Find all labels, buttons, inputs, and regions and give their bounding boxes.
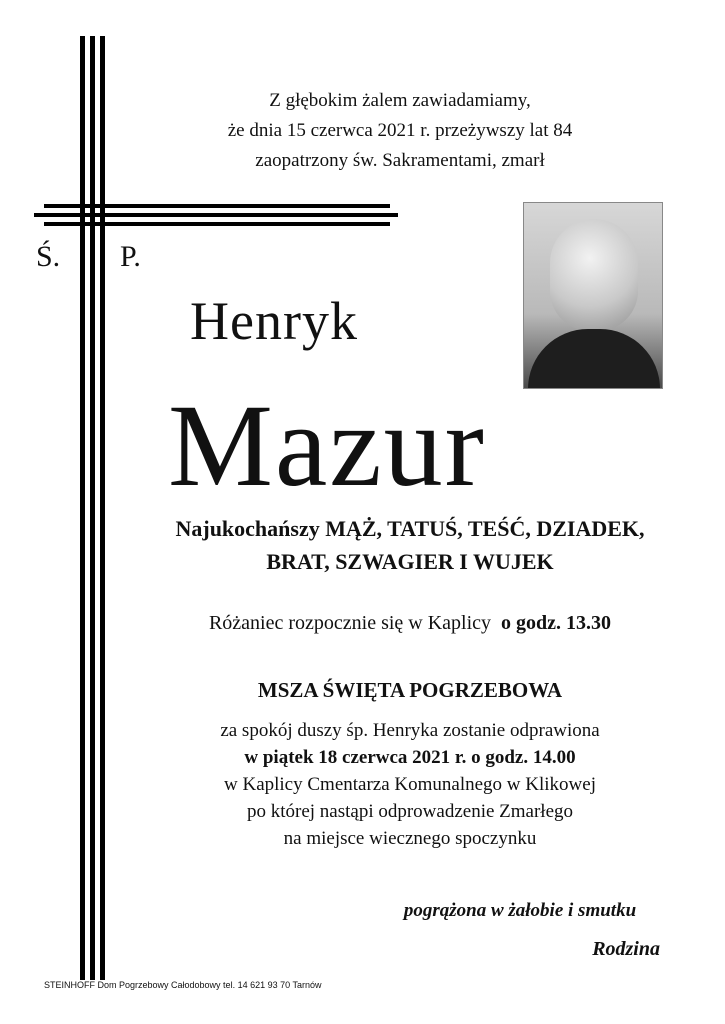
mass-line-1: za spokój duszy śp. Henryka zostanie odprawiona <box>220 720 600 741</box>
photo-body <box>528 329 660 389</box>
cross-vertical-bar-1 <box>80 36 85 980</box>
sp-letter-p: P. <box>120 240 141 273</box>
rosary-text: Różaniec rozpocznie się w Kaplicy <box>208 612 492 634</box>
family-roles-line-2: BRAT, SZWAGIER I WUJEK <box>266 549 554 574</box>
mass-date-time: w piątek 18 czerwca 2021 r. o godz. 14.00 <box>244 747 576 768</box>
mass-line-4: po której nastąpi odprowadzenie Zmarłego <box>246 801 574 822</box>
rosary-time: o godz. 13.30 <box>501 612 612 634</box>
first-name: Henryk <box>190 291 358 351</box>
mourning-text: pogrążona w żałobie i smutku <box>403 900 637 921</box>
cross-horizontal-bar-3 <box>44 222 390 226</box>
intro-line-2: że dnia 15 czerwca 2021 r. przeżywszy lat 84 <box>227 120 573 141</box>
cross-horizontal-bar-2 <box>34 213 398 217</box>
intro-line-1: Z głębokim żalem zawiadamiamy, <box>269 90 531 111</box>
family-roles-line-1: Najukochańszy MĄŻ, TATUŚ, TEŚĆ, DZIADEK, <box>175 516 645 541</box>
mass-info <box>150 717 670 852</box>
intro-text <box>170 86 630 176</box>
family-signature: Rodzina <box>592 938 660 960</box>
footer-funeral-home: STEINHOFF Dom Pogrzebowy Całodobowy tel. 14 621 93 70 Tarnów <box>44 980 322 990</box>
cross-vertical-bar-3 <box>100 36 105 980</box>
last-name: Mazur <box>168 380 486 511</box>
cross-horizontal-bar-1 <box>44 204 390 208</box>
photo-head <box>550 219 638 331</box>
cross-vertical-bar-2 <box>90 36 95 980</box>
mass-line-5: na miejsce wiecznego spoczynku <box>283 828 537 849</box>
rosary-info <box>150 612 670 635</box>
sp-letter-s: Ś. <box>36 240 61 273</box>
intro-line-3: zaopatrzony św. Sakramentami, zmarł <box>255 150 545 171</box>
deceased-photo <box>523 202 663 389</box>
family-roles <box>150 512 670 578</box>
mass-title: MSZA ŚWIĘTA POGRZEBOWA <box>257 678 563 702</box>
mass-line-3: w Kaplicy Cmentarza Komunalnego w Klikowej <box>224 774 596 795</box>
